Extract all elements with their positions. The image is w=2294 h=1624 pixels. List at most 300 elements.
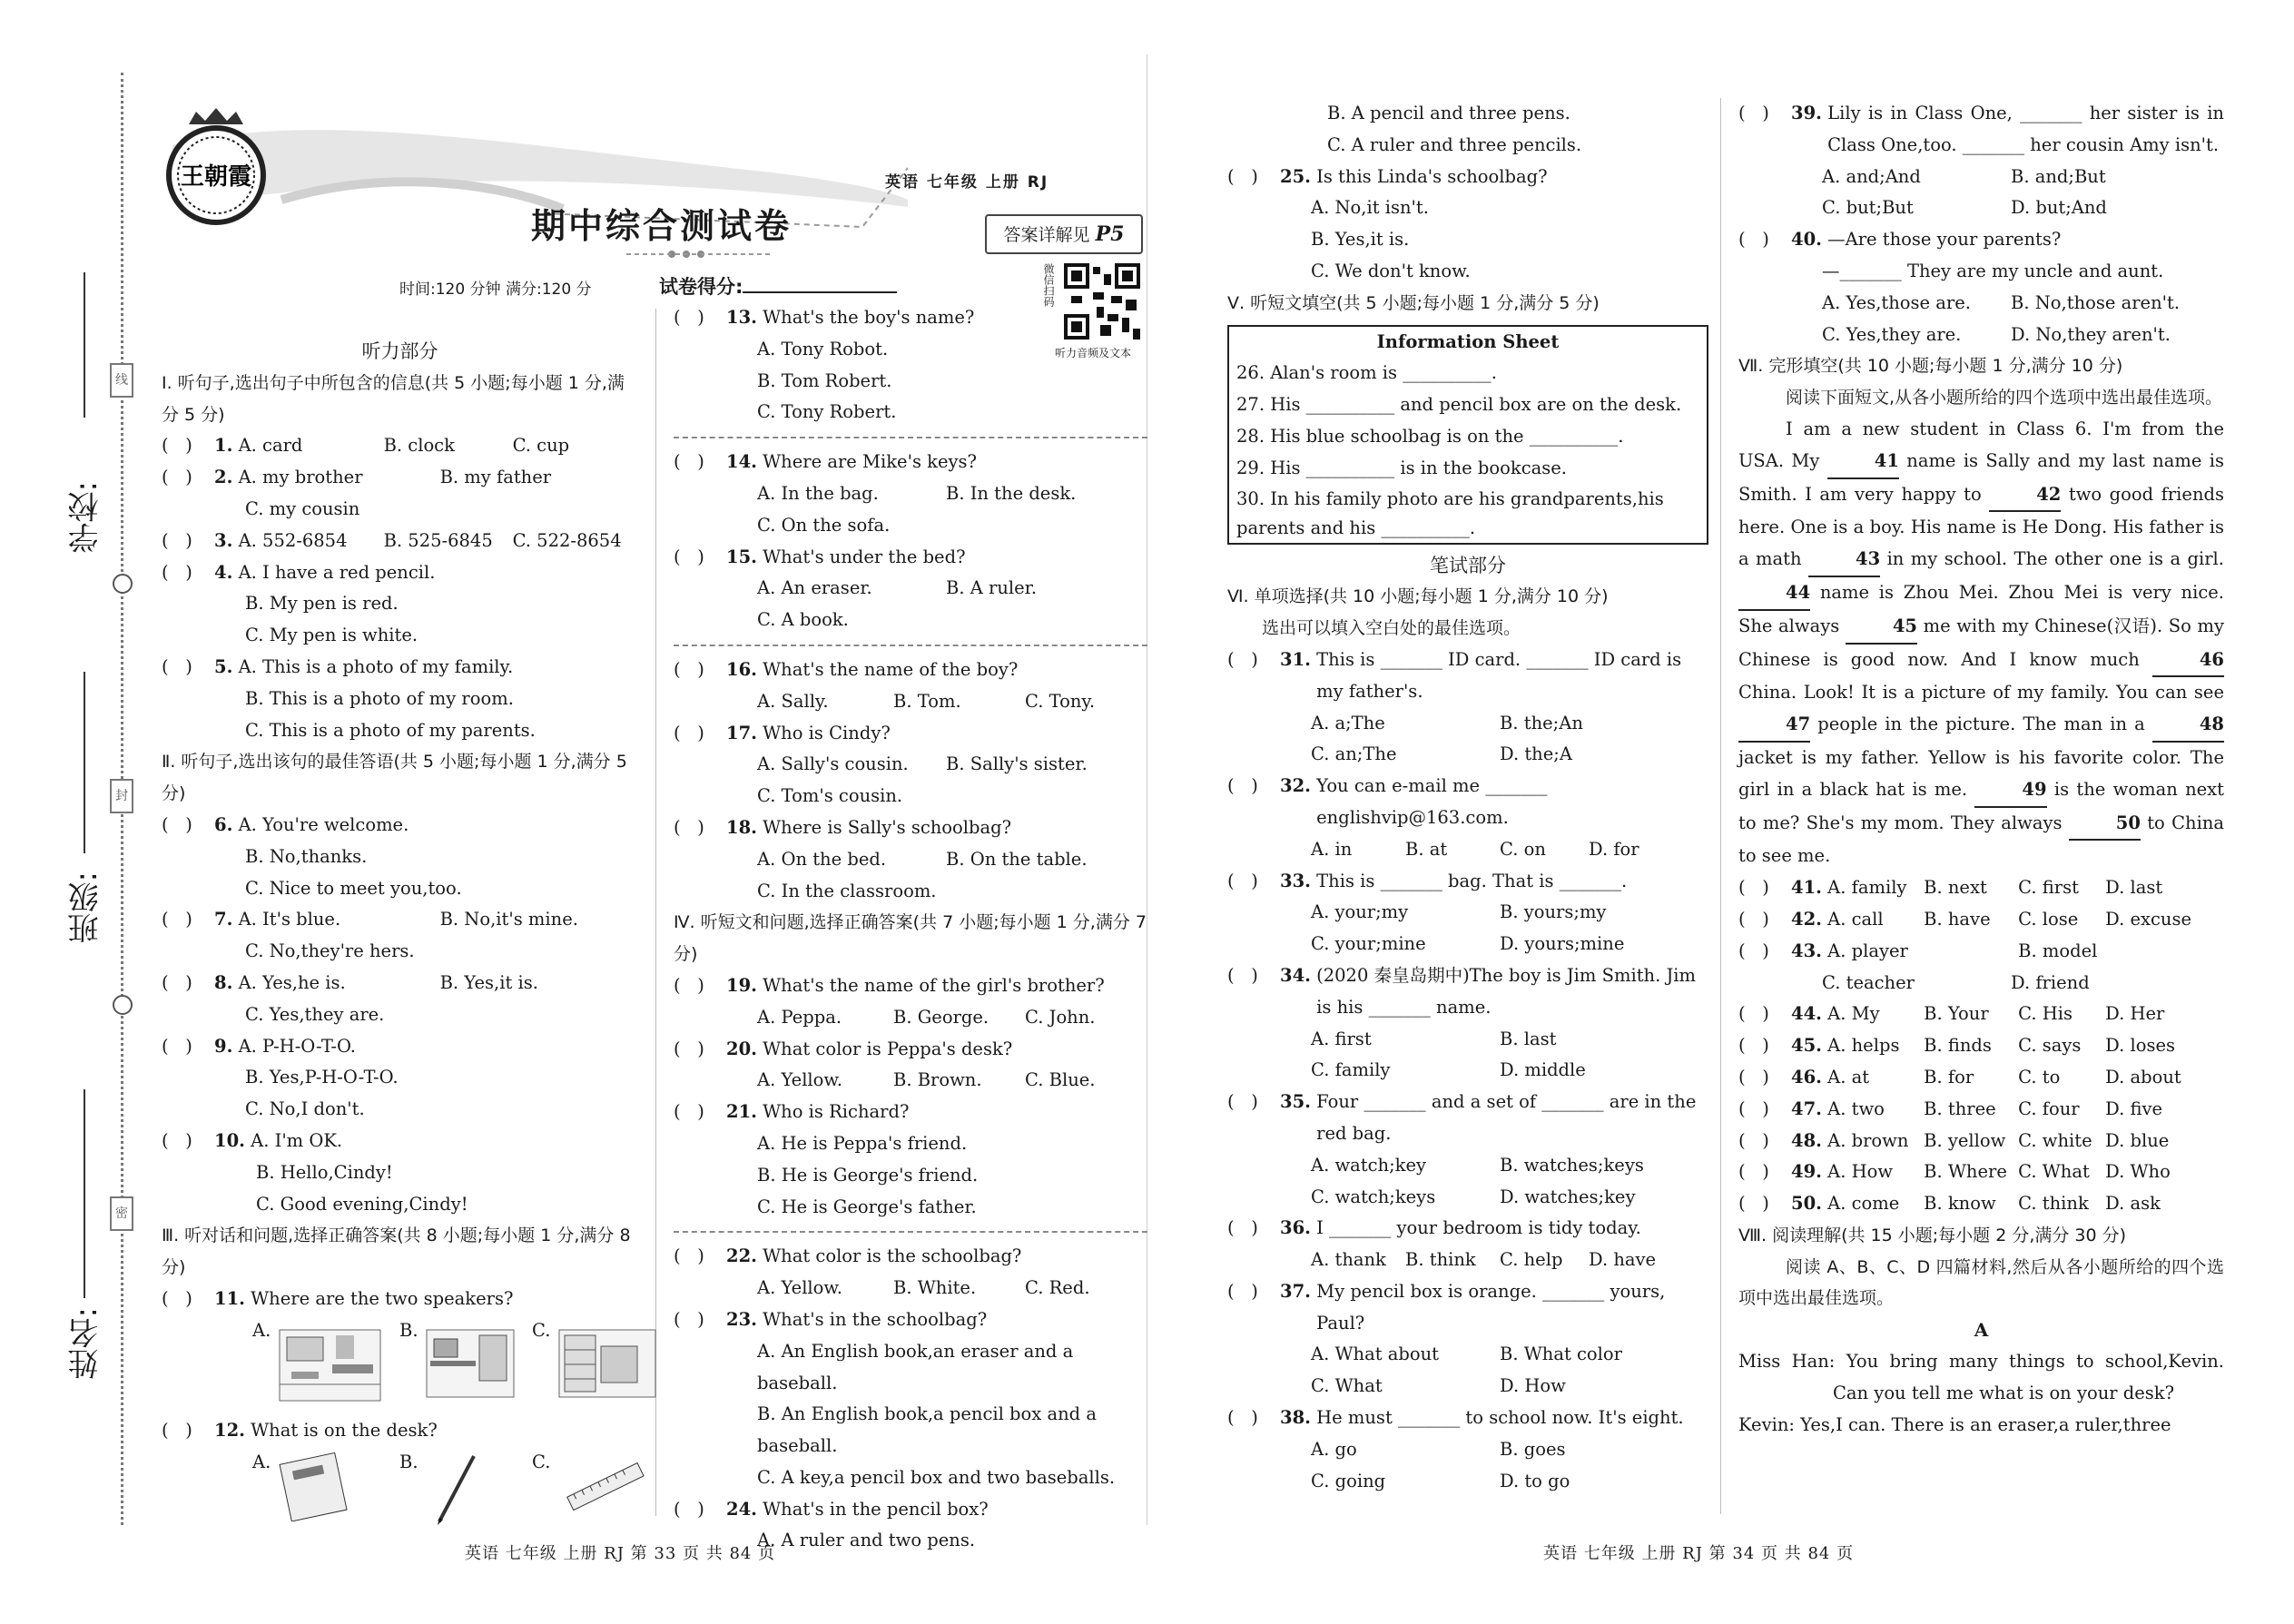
blank-49[interactable]: 49 bbox=[1974, 774, 2046, 808]
cloze-text: to China to see me. bbox=[1738, 812, 2225, 867]
answer-slot[interactable]: ( ) bbox=[162, 529, 192, 551]
question-text: Who is Richard? bbox=[763, 1101, 910, 1123]
options-ab bbox=[1738, 288, 2224, 320]
option-a: A. How bbox=[1827, 1161, 1894, 1183]
cloze-text: name is Zhou Mei. Zhou Mei is very nice. She always bbox=[1738, 581, 2224, 636]
option-a: A. bbox=[252, 1451, 271, 1472]
option-a: A. He is Peppa's friend. bbox=[757, 1132, 968, 1154]
column-4 bbox=[1738, 98, 2224, 1441]
option-c: C. four bbox=[2018, 1097, 2080, 1119]
question-text: Who is Cindy? bbox=[763, 722, 891, 743]
question-23: ( ) 23. What's in the schoolbag? bbox=[674, 1304, 1147, 1336]
fill-item-27[interactable]: 27. His __________ and pencil box are on the desk. bbox=[1236, 394, 1682, 416]
option-b: B. George. bbox=[893, 1006, 989, 1028]
question-text: —Are those your parents? bbox=[1827, 229, 2062, 251]
answer-slot[interactable]: ( ) bbox=[674, 1101, 704, 1123]
question-text: This is _______ bag. That is _______. bbox=[1316, 870, 1628, 891]
option-c: C. to bbox=[2018, 1066, 2061, 1088]
score-blank[interactable] bbox=[743, 291, 897, 293]
option-a: A. On the bed. bbox=[757, 848, 887, 870]
option-b: B. This is a photo of my room. bbox=[245, 687, 514, 709]
fill-item-26[interactable]: 26. Alan's room is __________. bbox=[1236, 362, 1497, 384]
question-50: ( ) 50. A. come B. know C. think D. ask bbox=[1738, 1188, 2224, 1220]
option-d: D. last bbox=[2105, 877, 2163, 899]
column-3 bbox=[1227, 98, 1708, 1497]
option-a: A. My bbox=[1827, 1003, 1880, 1025]
answer-slot[interactable]: ( ) bbox=[674, 1245, 704, 1267]
answer-slot[interactable]: ( ) bbox=[674, 451, 704, 473]
cloze-text: I am a new student in Class 6. I'm from the USA. My bbox=[1738, 418, 2224, 471]
options-ab bbox=[1227, 1339, 1708, 1371]
options-ab bbox=[674, 573, 1147, 605]
footer-right: 英语 七年级 上册 RJ 第 34 页 共 84 页 bbox=[1543, 1544, 1855, 1563]
option-b: B. Yes,it is. bbox=[1311, 229, 1410, 251]
option-b: B. 525-6845 bbox=[383, 529, 493, 551]
question-text: What's in the pencil box? bbox=[763, 1498, 989, 1520]
cloze-text: people in the picture. The man in a bbox=[1810, 714, 2152, 735]
section-1-instruction: Ⅰ. 听句子,选出句子中所包含的信息(共 5 小题;每小题 1 分,满分 5 分) bbox=[162, 372, 625, 425]
options-abc bbox=[674, 1273, 1147, 1304]
blank-44[interactable]: 44 bbox=[1738, 577, 1810, 611]
options-ab bbox=[1227, 708, 1708, 740]
score-field[interactable] bbox=[659, 272, 897, 300]
option-b: B. Hello,Cindy! bbox=[256, 1161, 393, 1183]
answer-slot[interactable]: ( ) bbox=[1738, 1161, 1769, 1183]
binding-hole-icon bbox=[113, 995, 133, 1015]
option-b: B. the;An bbox=[1500, 712, 1583, 733]
section-5-instruction: Ⅴ. 听短文填空(共 5 小题;每小题 1 分,满分 5 分) bbox=[1227, 292, 1600, 313]
option-b: B. Yes,P-H-O-T-O. bbox=[245, 1067, 399, 1088]
question-33: ( ) 33. This is _______ bag. That is _______. bbox=[1227, 866, 1708, 898]
answer-slot[interactable]: ( ) bbox=[1738, 1035, 1769, 1057]
option-c: C. on bbox=[1500, 838, 1546, 860]
option-c: C. On the sofa. bbox=[757, 514, 891, 536]
options-abcd bbox=[1227, 834, 1708, 866]
option-b: B. No,those aren't. bbox=[2011, 291, 2181, 313]
dashed-separator bbox=[674, 437, 1147, 438]
question-43: ( ) 43. A. player B. model bbox=[1738, 936, 2224, 968]
option-d: D. to go bbox=[1500, 1470, 1570, 1491]
option-d: D. No,they aren't. bbox=[2011, 323, 2171, 345]
question-45: ( ) 45. A. helps B. finds C. says D. loses bbox=[1738, 1030, 2224, 1062]
option-a: A. Tony Robot. bbox=[757, 338, 889, 359]
option-d: D. Who bbox=[2105, 1161, 2171, 1183]
option-b: B. next bbox=[1924, 877, 1987, 899]
passage-label: A bbox=[1974, 1319, 1989, 1342]
answer-slot[interactable]: ( ) bbox=[1227, 775, 1258, 797]
option-c: C. No,they're hers. bbox=[245, 940, 415, 962]
answer-slot[interactable]: ( ) bbox=[162, 909, 192, 930]
option-a: A. in bbox=[1311, 838, 1353, 860]
option-b: B. watches;keys bbox=[1500, 1154, 1644, 1176]
question-text: He must _______ to school now. It's eight. bbox=[1316, 1407, 1684, 1429]
answer-slot[interactable]: ( ) bbox=[674, 658, 704, 680]
answer-slot[interactable]: ( ) bbox=[1738, 877, 1769, 899]
option-a: A. Peppa. bbox=[757, 1006, 842, 1028]
option-a: A. your;my bbox=[1311, 901, 1409, 923]
section-6-instruction: Ⅵ. 单项选择(共 10 小题;每小题 1 分,满分 10 分) bbox=[1227, 586, 1609, 607]
question-32: ( ) 32. You can e-mail me _______ englishvip@163.com. bbox=[1227, 771, 1708, 834]
question-text: What is on the desk? bbox=[251, 1419, 438, 1441]
options-cd bbox=[1227, 1466, 1708, 1498]
ruler-picture-icon bbox=[561, 1456, 648, 1520]
option-b: B. yours;my bbox=[1500, 901, 1607, 923]
options-cd bbox=[1738, 968, 2224, 999]
option-b: B. Sally's sister. bbox=[946, 753, 1088, 775]
library-picture-icon bbox=[557, 1328, 657, 1399]
subject-line: 英语 七年级 上册 RJ bbox=[885, 173, 1049, 192]
binding-hole-icon bbox=[113, 574, 133, 594]
question-42: ( ) 42. A. call B. have C. lose D. excuse bbox=[1738, 904, 2224, 936]
option-a: A. and;And bbox=[1822, 165, 1921, 187]
answer-slot[interactable]: ( ) bbox=[162, 1129, 192, 1151]
option-c: C. teacher bbox=[1822, 971, 1915, 993]
question-14: ( ) 14. Where are Mike's keys? bbox=[674, 447, 1147, 478]
question-text: What's in the schoolbag? bbox=[763, 1308, 988, 1330]
score-label: 试卷得分: bbox=[659, 276, 743, 298]
column-1 bbox=[162, 336, 638, 1529]
option-c: C. What bbox=[2018, 1161, 2090, 1183]
option-a: A. Sally's cousin. bbox=[757, 753, 909, 775]
option-b: B. What color bbox=[1500, 1343, 1622, 1365]
question-2: ( ) 2. A. my brother B. my father bbox=[162, 462, 638, 494]
option-b: B. In the desk. bbox=[946, 482, 1077, 504]
option-a: A. brown bbox=[1827, 1129, 1909, 1151]
option-b: B. White. bbox=[893, 1277, 977, 1299]
option-c: C. Nice to meet you,too. bbox=[245, 877, 462, 899]
question-39: ( ) 39. Lily is in Class One, _______ her sister is in Class One,too. _______ her cousin Amy isn't. bbox=[1738, 98, 2224, 162]
question-text: (2020 秦皇岛期中)The boy is Jim Smith. Jim is his _______ name. bbox=[1316, 964, 1697, 1018]
answer-slot[interactable]: ( ) bbox=[1227, 648, 1258, 670]
question-11: ( ) 11. Where are the two speakers? bbox=[162, 1284, 638, 1315]
blank-47[interactable]: 47 bbox=[1738, 709, 1810, 743]
option-c: C. In the classroom. bbox=[757, 880, 937, 901]
answer-slot[interactable]: ( ) bbox=[674, 546, 704, 567]
option-d: D. about bbox=[2105, 1066, 2181, 1088]
answer-slot[interactable]: ( ) bbox=[1738, 940, 1769, 961]
section-2-instruction: Ⅱ. 听句子,选出该句的最佳答语(共 5 小题;每小题 1 分,满分 5 分) bbox=[162, 752, 627, 804]
question-3: ( ) 3. A. 552-6854 B. 525-6845 C. 522-8654 bbox=[162, 526, 638, 557]
options-ab bbox=[674, 844, 1147, 876]
answer-slot[interactable]: ( ) bbox=[1227, 1091, 1258, 1113]
option-c: C. first bbox=[2018, 877, 2079, 899]
option-d: D. friend bbox=[2011, 971, 2090, 993]
option-d: D. loses bbox=[2105, 1035, 2176, 1057]
fill-item-29[interactable]: 29. His __________ is in the bookcase. bbox=[1236, 457, 1567, 478]
option-a: A. go bbox=[1311, 1438, 1357, 1460]
answer-slot[interactable]: ( ) bbox=[1738, 1097, 1769, 1119]
option-c: C. going bbox=[1311, 1470, 1386, 1491]
option-c: C. my cousin bbox=[245, 497, 360, 519]
blank-48[interactable]: 48 bbox=[2152, 709, 2224, 743]
fill-item-30[interactable]: 30. In his family photo are his grandparents,his parents and his __________. bbox=[1236, 487, 1664, 538]
writing-part-heading: 笔试部分 bbox=[1430, 554, 1506, 576]
cloze-text: China. Look! It is a picture of my family. You can see bbox=[1738, 682, 2224, 704]
question-8: ( ) 8. A. Yes,he is. B. Yes,it is. bbox=[162, 968, 638, 999]
option-b: B. goes bbox=[1500, 1438, 1566, 1460]
question-text: What's the name of the girl's brother? bbox=[763, 974, 1105, 996]
fill-item-28[interactable]: 28. His blue schoolbag is on the __________. bbox=[1236, 425, 1624, 447]
cloze-text: name is Sally and my last name is Smith. I am very happy to bbox=[1738, 449, 2224, 505]
option-b: B. He is George's friend. bbox=[757, 1164, 979, 1186]
option-b: B. Brown. bbox=[893, 1069, 982, 1091]
option-a: A. P-H-O-T-O. bbox=[238, 1035, 356, 1057]
option-d: D. watches;key bbox=[1500, 1186, 1636, 1207]
option-a: A. 552-6854 bbox=[238, 529, 348, 551]
options-ab bbox=[1227, 897, 1708, 929]
option-d: D. excuse bbox=[2105, 908, 2192, 930]
options-ab bbox=[1227, 1024, 1708, 1056]
option-a: A. at bbox=[1827, 1066, 1870, 1088]
option-b: B. A ruler. bbox=[946, 577, 1038, 599]
answer-slot[interactable]: ( ) bbox=[1738, 1003, 1769, 1025]
option-a: A. watch;key bbox=[1311, 1154, 1427, 1176]
question-18: ( ) 18. Where is Sally's schoolbag? bbox=[674, 812, 1147, 844]
option-c: C. Tony Robert. bbox=[757, 401, 897, 423]
question-20: ( ) 20. What color is Peppa's desk? bbox=[674, 1034, 1147, 1066]
study-room-picture-icon bbox=[425, 1328, 516, 1399]
name-write-line[interactable] bbox=[84, 1089, 85, 1298]
question-13: ( ) 13. What's the boy's name? bbox=[674, 302, 1147, 334]
answer-slot[interactable]: ( ) bbox=[674, 974, 704, 996]
answer-slot[interactable]: ( ) bbox=[674, 307, 704, 328]
question-text: What's under the bed? bbox=[763, 546, 966, 567]
cloze-text: me with my Chinese(汉语). So my Chinese is good now. And I know much bbox=[1738, 615, 2224, 670]
answer-slot[interactable]: ( ) bbox=[162, 655, 192, 677]
option-b: B. model bbox=[2018, 940, 2098, 961]
option-b: B. No,thanks. bbox=[245, 845, 368, 867]
answer-slot[interactable]: ( ) bbox=[674, 1308, 704, 1330]
question-text: Where is Sally's schoolbag? bbox=[763, 816, 1012, 838]
binding-mark-seal: 封 bbox=[110, 779, 133, 813]
option-d: D. ask bbox=[2105, 1193, 2161, 1215]
question-text: What color is the schoolbag? bbox=[763, 1245, 1022, 1267]
section-3-instruction: Ⅲ. 听对话和问题,选择正确答案(共 8 小题;每小题 1 分,满分 8 分) bbox=[162, 1225, 631, 1278]
question-text: Where are the two speakers? bbox=[251, 1287, 514, 1309]
question-22: ( ) 22. What color is the schoolbag? bbox=[674, 1241, 1147, 1273]
option-a: A. No,it isn't. bbox=[1311, 197, 1429, 219]
options-cd bbox=[1227, 1182, 1708, 1214]
option-a: A. I have a red pencil. bbox=[238, 561, 436, 583]
option-b: B. yellow bbox=[1924, 1129, 2006, 1151]
answer-slot[interactable]: ( ) bbox=[1738, 103, 1769, 123]
question-37: ( ) 37. My pencil box is orange. _______ yours, Paul? bbox=[1227, 1276, 1708, 1340]
answer-slot[interactable]: ( ) bbox=[1227, 1280, 1258, 1302]
question-46: ( ) 46. A. at B. for C. to D. about bbox=[1738, 1062, 2224, 1094]
class-label: 班级: bbox=[68, 871, 104, 944]
answer-slot[interactable]: ( ) bbox=[162, 971, 192, 993]
option-a: A. This is a photo of my family. bbox=[238, 655, 514, 677]
option-b: B. clock bbox=[383, 435, 455, 457]
exam-title: 期中综合测试卷 bbox=[531, 206, 793, 246]
option-a: A. bbox=[252, 1319, 271, 1341]
answer-slot[interactable]: ( ) bbox=[162, 561, 192, 583]
option-c: C. bbox=[532, 1319, 551, 1341]
answer-slot[interactable]: ( ) bbox=[1227, 1217, 1258, 1239]
school-label: 学校: bbox=[68, 481, 104, 554]
question-40: ( ) 40. —Are those your parents? bbox=[1738, 224, 2224, 256]
question-text: What color is Peppa's desk? bbox=[763, 1038, 1013, 1059]
option-b: B. at bbox=[1405, 838, 1448, 860]
column-divider bbox=[1720, 98, 1721, 1514]
dashed-separator bbox=[674, 645, 1147, 646]
question-9: ( ) 9. A. P-H-O-T-O. bbox=[162, 1031, 638, 1063]
section-4-instruction: Ⅳ. 听短文和问题,选择正确答案(共 7 小题;每小题 1 分,满分 7 分) bbox=[674, 912, 1147, 965]
option-b: B. last bbox=[1500, 1028, 1557, 1049]
question-text-reply: —_______ They are my uncle and aunt. bbox=[1822, 260, 2164, 281]
option-a: A. You're welcome. bbox=[238, 813, 409, 835]
blank-43[interactable]: 43 bbox=[1808, 544, 1880, 577]
question-35: ( ) 35. Four _______ and a set of _______ are in the red bag. bbox=[1227, 1087, 1708, 1150]
options-cd bbox=[1227, 1055, 1708, 1087]
classroom-picture-icon bbox=[278, 1328, 382, 1403]
question-36: ( ) 36. I _______ your bedroom is tidy today. bbox=[1227, 1213, 1708, 1245]
answer-slot[interactable]: ( ) bbox=[162, 1035, 192, 1057]
dialogue-line-2: Kevin: Yes,I can. There is an eraser,a ruler,three bbox=[1738, 1413, 2171, 1435]
option-a: A. Yellow. bbox=[757, 1069, 842, 1091]
option-a: A. helps bbox=[1827, 1035, 1900, 1057]
option-d: D. the;A bbox=[1500, 743, 1572, 765]
question-text: My pencil box is orange. _______ yours, Paul? bbox=[1316, 1280, 1666, 1334]
answer-slot[interactable]: ( ) bbox=[1738, 229, 1769, 251]
question-31: ( ) 31. This is _______ ID card. _______ ID card is my father's. bbox=[1227, 645, 1708, 708]
answer-slot[interactable]: ( ) bbox=[674, 722, 704, 743]
answer-slot[interactable]: ( ) bbox=[674, 1498, 704, 1520]
answer-slot[interactable]: ( ) bbox=[1738, 1129, 1769, 1151]
option-a: A. What about bbox=[1311, 1343, 1439, 1365]
question-text: You can e-mail me _______ englishvip@163.com. bbox=[1316, 775, 1548, 828]
school-write-line[interactable] bbox=[84, 272, 85, 418]
information-sheet-title: Information Sheet bbox=[1376, 330, 1560, 352]
qr-caption: 听力音频及文本 bbox=[1055, 347, 1132, 359]
option-b: B. three bbox=[1924, 1097, 1996, 1119]
question-25: ( ) 25. Is this Linda's schoolbag? bbox=[1227, 162, 1708, 193]
option-d: D. Her bbox=[2105, 1003, 2165, 1025]
option-c: C. Yes,they are. bbox=[245, 1003, 385, 1025]
question-7: ( ) 7. A. It's blue. B. No,it's mine. bbox=[162, 904, 638, 936]
class-write-line[interactable] bbox=[84, 672, 85, 853]
option-b: B. A pencil and three pens. bbox=[1327, 103, 1570, 123]
question-38: ( ) 38. He must _______ to school now. It's eight. bbox=[1227, 1403, 1708, 1434]
option-b: B. and;But bbox=[2011, 165, 2106, 187]
option-c: C. bbox=[532, 1451, 551, 1472]
option-a: A. I'm OK. bbox=[251, 1129, 343, 1151]
question-19: ( ) 19. What's the name of the girl's brother? bbox=[674, 970, 1147, 1002]
option-c: C. John. bbox=[1025, 1006, 1096, 1028]
question-5: ( ) 5. A. This is a photo of my family. bbox=[162, 652, 638, 684]
answer-slot[interactable]: ( ) bbox=[1227, 1407, 1258, 1429]
column-2 bbox=[674, 302, 1147, 1557]
option-b: B. Yes,it is. bbox=[439, 971, 538, 993]
option-b: B. Tom Robert. bbox=[757, 369, 892, 391]
option-d: D. five bbox=[2105, 1097, 2163, 1119]
option-a: A. An English book,an eraser and a baseball. bbox=[757, 1340, 1074, 1393]
answer-reference-label: 答案详解见 bbox=[1003, 225, 1090, 245]
answer-slot[interactable]: ( ) bbox=[162, 1419, 192, 1441]
options-cd bbox=[1738, 320, 2224, 351]
answer-slot[interactable]: ( ) bbox=[674, 816, 704, 838]
option-b: B. Your bbox=[1924, 1003, 1989, 1025]
question-12-pictures bbox=[162, 1447, 638, 1529]
option-b: B. finds bbox=[1924, 1035, 1992, 1057]
option-d: D. for bbox=[1589, 838, 1639, 860]
option-b: B. have bbox=[1924, 908, 1991, 930]
option-b: B. An English book,a pencil box and a baseball. bbox=[757, 1403, 1097, 1457]
question-text: What's the name of the boy? bbox=[763, 658, 1019, 680]
question-34: ( ) 34. (2020 秦皇岛期中)The boy is Jim Smith. Jim is his _______ name. bbox=[1227, 960, 1708, 1024]
option-a: A. my brother bbox=[238, 467, 363, 488]
option-b: B. No,it's mine. bbox=[439, 909, 578, 930]
section-7-instruction: Ⅶ. 完形填空(共 10 小题;每小题 1 分,满分 10 分) bbox=[1738, 356, 2123, 377]
blank-46[interactable]: 46 bbox=[2152, 645, 2224, 678]
blank-42[interactable]: 42 bbox=[1989, 479, 2061, 513]
option-c: C. but;But bbox=[1822, 197, 1914, 219]
option-c: C. lose bbox=[2018, 908, 2079, 930]
options-abc bbox=[674, 1002, 1147, 1034]
answer-slot[interactable]: ( ) bbox=[1227, 165, 1258, 187]
publisher-logo bbox=[162, 104, 271, 231]
cloze-text: two good friends here. One is a boy. His name is He Dong. His father is a math bbox=[1738, 483, 2224, 570]
option-c: C. 522-8654 bbox=[512, 529, 622, 551]
option-c: C. This is a photo of my parents. bbox=[245, 719, 536, 741]
cloze-text: is the woman next to me? She's my mom. They always bbox=[1738, 778, 2225, 833]
question-41: ( ) 41. A. family B. next C. first D. last bbox=[1738, 872, 2224, 904]
section-6-sub-instruction: 选出可以填入空白处的最佳选项。 bbox=[1262, 618, 1521, 639]
question-47: ( ) 47. A. two B. three C. four D. five bbox=[1738, 1094, 2224, 1126]
answer-slot[interactable]: ( ) bbox=[1227, 964, 1258, 986]
answer-slot[interactable]: ( ) bbox=[1738, 1193, 1769, 1215]
option-c: C. white bbox=[2018, 1129, 2092, 1151]
question-44: ( ) 44. A. My B. Your C. His D. Her bbox=[1738, 999, 2224, 1030]
blank-41[interactable]: 41 bbox=[1827, 446, 1899, 479]
question-text: Where are Mike's keys? bbox=[763, 451, 977, 473]
blank-50[interactable]: 50 bbox=[2069, 808, 2141, 842]
question-10: ( ) 10. A. I'm OK. bbox=[162, 1126, 638, 1157]
option-d: D. middle bbox=[1500, 1059, 1586, 1081]
option-c: C. Tom's cousin. bbox=[757, 785, 903, 807]
option-d: D. blue bbox=[2105, 1129, 2170, 1151]
option-a: A. come bbox=[1827, 1193, 1900, 1215]
option-b: B. for bbox=[1924, 1066, 1974, 1088]
answer-slot[interactable]: ( ) bbox=[162, 467, 192, 488]
blank-45[interactable]: 45 bbox=[1846, 611, 1917, 645]
option-d: D. but;And bbox=[2011, 197, 2107, 219]
answer-slot[interactable]: ( ) bbox=[1738, 1066, 1769, 1088]
question-text: I _______ your bedroom is tidy today. bbox=[1316, 1217, 1641, 1239]
answer-slot[interactable]: ( ) bbox=[1738, 908, 1769, 930]
section-7-sub-instruction: 阅读下面短文,从各小题所给的四个选项中选出最佳选项。 bbox=[1786, 388, 2223, 408]
answer-slot[interactable]: ( ) bbox=[162, 813, 192, 835]
option-c: C. cup bbox=[512, 435, 570, 457]
answer-slot[interactable]: ( ) bbox=[1227, 870, 1258, 891]
answer-slot[interactable]: ( ) bbox=[162, 435, 192, 457]
option-c: C. He is George's father. bbox=[757, 1196, 977, 1217]
option-c: C. Yes,they are. bbox=[1822, 323, 1962, 345]
option-a: A. A ruler and two pens. bbox=[757, 1530, 976, 1551]
option-b: B. Tom. bbox=[893, 690, 961, 712]
option-b: B. Where bbox=[1924, 1161, 2007, 1183]
answer-reference-box bbox=[985, 214, 1143, 254]
answer-slot[interactable]: ( ) bbox=[162, 1287, 192, 1309]
option-c: C. help bbox=[1500, 1249, 1563, 1271]
answer-slot[interactable]: ( ) bbox=[674, 1038, 704, 1059]
question-12: ( ) 12. What is on the desk? bbox=[162, 1415, 638, 1447]
time-score-info: 时间:120 分钟 满分:120 分 bbox=[399, 281, 592, 299]
option-b: B. my father bbox=[439, 467, 552, 488]
question-text: What's the boy's name? bbox=[763, 307, 975, 328]
option-c: C. We don't know. bbox=[1311, 260, 1471, 281]
options-abcd bbox=[1227, 1245, 1708, 1276]
